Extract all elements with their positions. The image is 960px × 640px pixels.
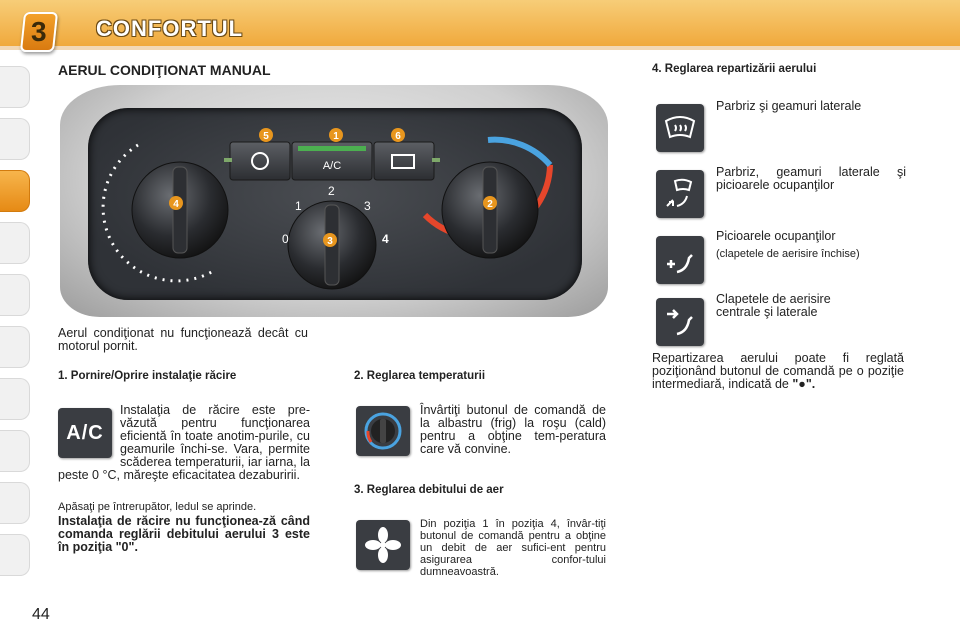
s1-title: 1. Pornire/Oprire instalaţie răcire — [58, 370, 237, 382]
rear-defrost-button — [374, 142, 434, 180]
temp-scale-blue — [488, 140, 550, 165]
chapter-title: CONFORTUL — [96, 16, 244, 41]
fan-speed-1: 1 — [295, 199, 302, 213]
fan-speed-0: 0 — [282, 232, 289, 246]
fan-icon — [356, 520, 410, 570]
header-shadow — [0, 46, 960, 50]
side-tab-4[interactable] — [0, 222, 30, 264]
ac-icon-label: A/C — [66, 421, 104, 444]
windshield-feet-icon — [656, 170, 704, 218]
ac-led — [298, 146, 366, 151]
s4-item-1-label: Parbriz şi geamuri laterale — [716, 99, 862, 113]
s1-body-text: Instalaţia de răcire este pre-văzută pentru funcţionarea eficientă în toate anotim-purile, cu geamurile închi-se. Vara, permite scăderea temperaturii, iar iarna, la peste 0 °C, măreşte eficacitatea dezaburirii. — [58, 403, 310, 482]
s3-body: Din poziţia 1 în poziţia 4, învâr-tiţi butonul de comandă pentru a obţine un debit de aer sufici-ent pentru asigurarea confor-tului dumneavoastră. — [420, 518, 606, 578]
s4-item-2-label: Parbriz, geamuri laterale şi picioarele ocupanţilor — [716, 165, 906, 192]
recirculation-button — [230, 142, 290, 180]
s4-footer-symbol: "●". — [792, 377, 816, 391]
side-tab-6[interactable] — [0, 326, 30, 368]
page-number: 44 — [32, 606, 50, 623]
chapter-number: 3 — [31, 16, 47, 47]
side-tab-9[interactable] — [0, 482, 30, 524]
s4-title: 4. Reglarea repartizării aerului — [652, 63, 817, 75]
windshield-defrost-icon — [656, 104, 704, 152]
callout-6: 6 — [395, 131, 401, 142]
side-tab-3[interactable] — [0, 170, 30, 212]
s4-footer — [652, 352, 904, 391]
defrost-led — [432, 158, 440, 162]
ac-button-label: A/C — [322, 160, 342, 172]
s3-title: 3. Reglarea debitului de aer — [354, 484, 504, 496]
chapter-badge — [20, 12, 58, 52]
s4-item-3-note: (clapetele de aerisire închise) — [716, 248, 860, 260]
side-tab-5[interactable] — [0, 274, 30, 316]
s4-item-3-label: Picioarele ocupanţilor — [716, 229, 836, 243]
distribution-knob-grip — [173, 167, 187, 253]
side-tab-10[interactable] — [0, 534, 30, 576]
callout-4: 4 — [173, 199, 179, 210]
face-vents-icon — [656, 298, 704, 346]
side-tab-7[interactable] — [0, 378, 30, 420]
s2-body: Învârtiţi butonul de comandă de la albastru (frig) la roşu (cald) pentru a obţine tem-peratura care vă convine. — [420, 403, 606, 456]
s4-footer-text: Repartizarea aerului poate fi reglată poziţionând butonul de comandă pe o poziţie intermediară, indicată de — [652, 351, 904, 391]
temperature-dial-icon — [356, 406, 410, 456]
side-tab-2[interactable] — [0, 118, 30, 160]
s2-title: 2. Reglarea temperaturii — [354, 370, 486, 382]
intro-text: Aerul condiţionat nu funcţionează decât cu motorul pornit. — [58, 326, 308, 353]
fan-speed-4: 4 — [382, 232, 389, 246]
s4-item-4-label: Clapetele de aerisire centrale şi laterale — [716, 292, 831, 319]
callout-5: 5 — [263, 131, 269, 142]
callout-3: 3 — [327, 236, 333, 247]
recirc-led — [224, 158, 232, 162]
s1-body — [58, 404, 310, 482]
fan-speed-2: 2 — [328, 184, 335, 198]
s1-warning: Instalaţia de răcire nu funcţionea-ză când comanda reglării debitului aerului 3 este în poziţia "0". — [58, 514, 310, 554]
side-tab-8[interactable] — [0, 430, 30, 472]
s1-note: Apăsaţi pe întrerupător, ledul se aprinde. — [58, 501, 257, 513]
control-panel-illustration — [60, 85, 608, 317]
callout-2: 2 — [487, 199, 493, 210]
fan-speed-3: 3 — [364, 199, 371, 213]
side-tab-1[interactable] — [0, 66, 30, 108]
section-title: AERUL CONDIŢIONAT MANUAL — [58, 62, 271, 78]
callout-1: 1 — [333, 131, 339, 142]
feet-icon — [656, 236, 704, 284]
